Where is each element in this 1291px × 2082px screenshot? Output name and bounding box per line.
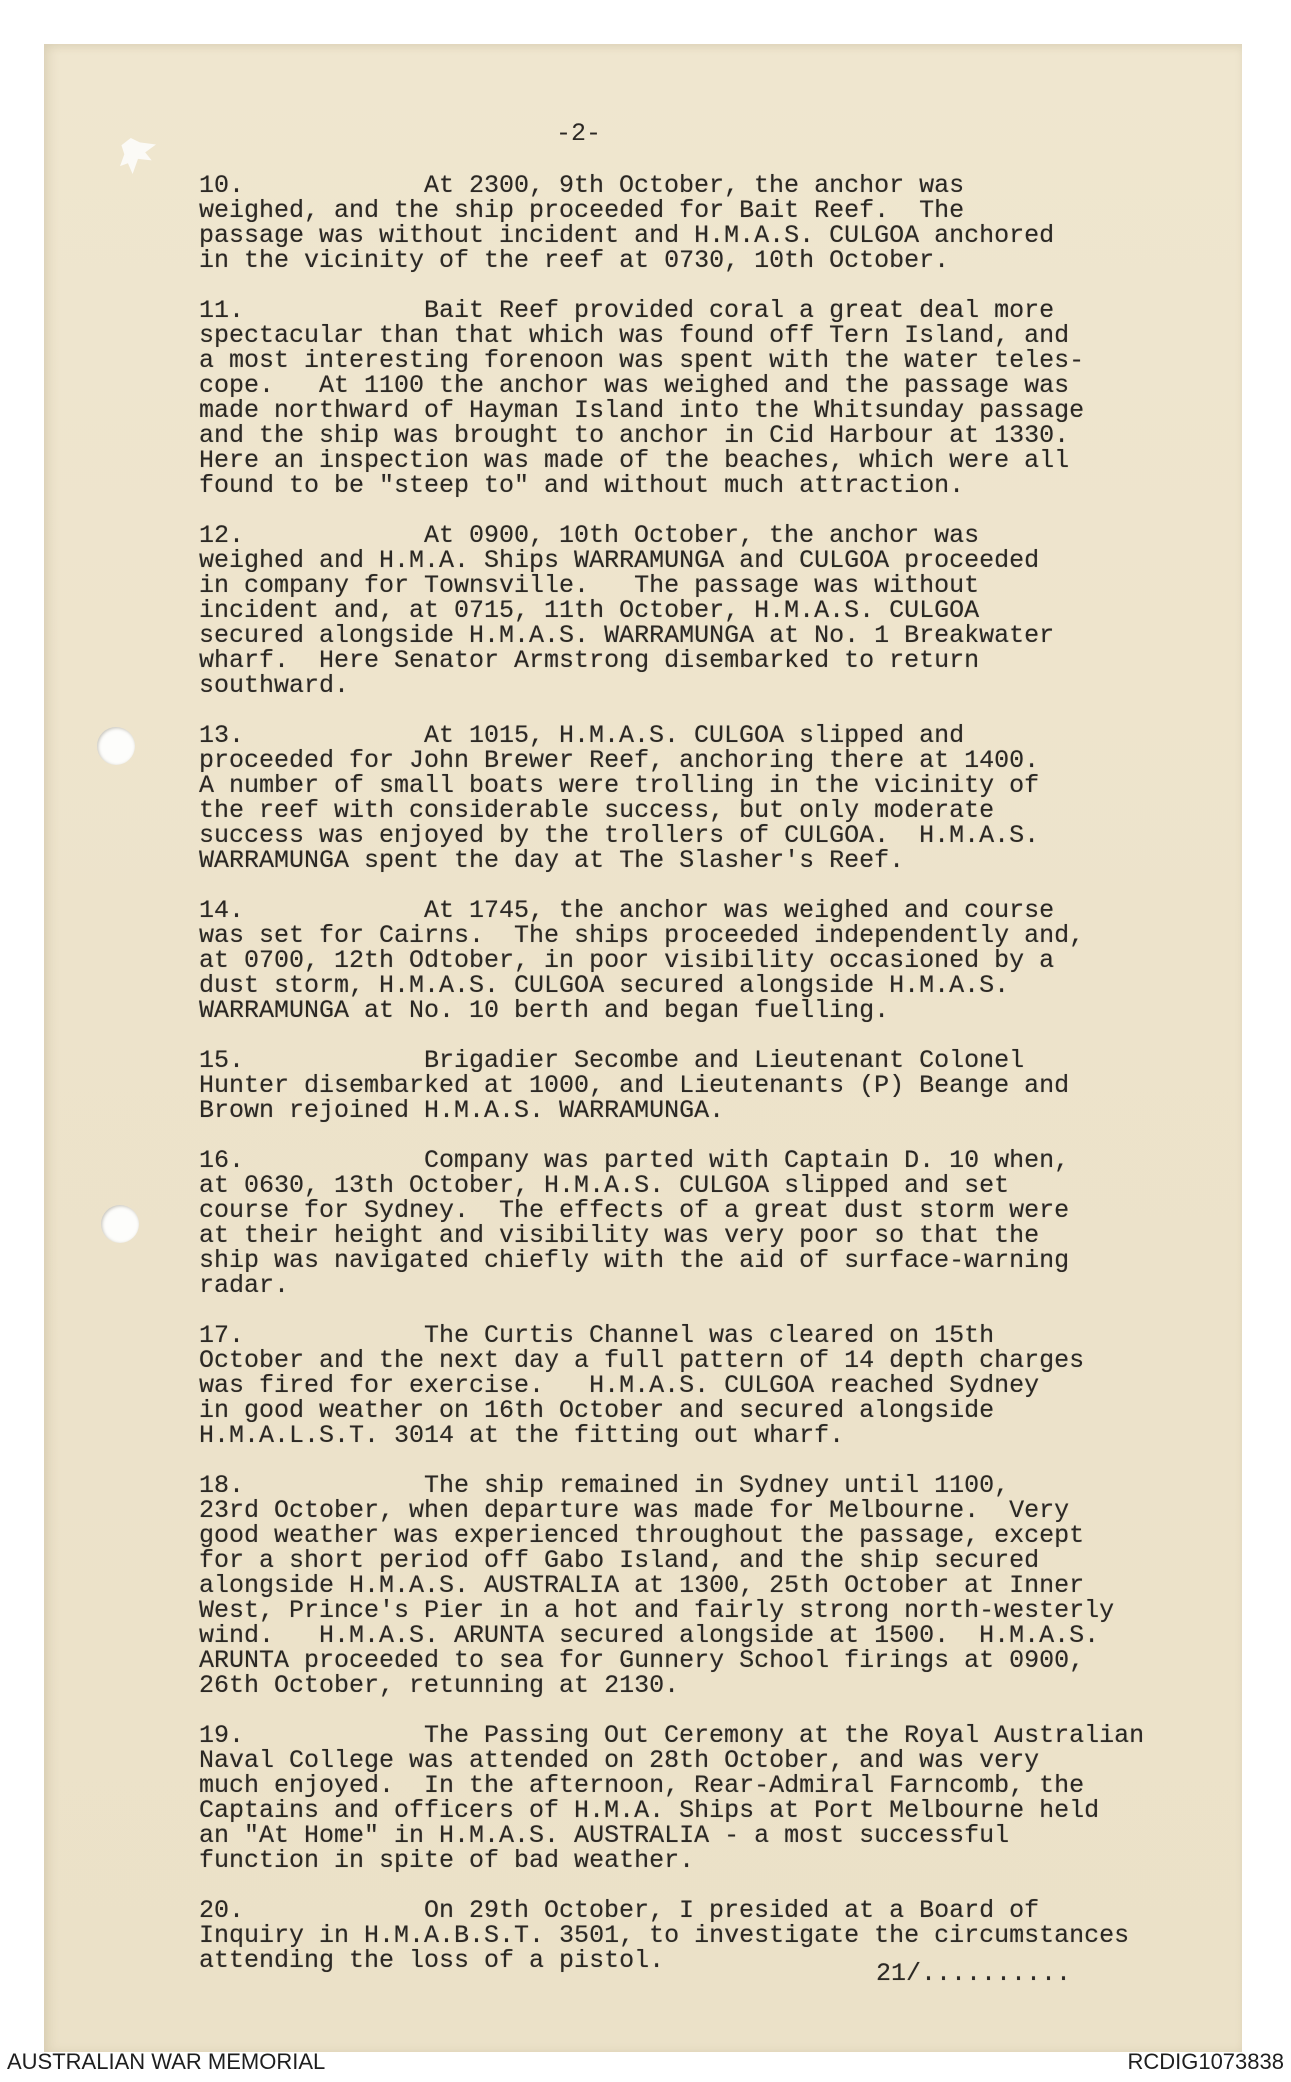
- paragraph-line-text: Bait Reef provided coral a great deal more: [424, 296, 1055, 325]
- paragraph-line: weighed, and the ship proceeded for Bait Reef. The: [199, 196, 965, 225]
- paragraph-first-line: [199, 1323, 1199, 1348]
- paragraph-number: 20.: [199, 1896, 245, 1925]
- paragraph-line: spectacular than that which was found off Tern Island, and: [199, 321, 1070, 350]
- paragraph-first-line: [199, 298, 1199, 323]
- paragraph-line: ARUNTA proceeded to sea for Gunnery School firings at 0900,: [199, 1646, 1085, 1675]
- footer-record-id: RCDIG1073838: [1127, 2049, 1284, 2074]
- paragraph-number: 15.: [199, 1046, 245, 1075]
- paragraph-first-line: [199, 1723, 1199, 1748]
- catchword: 21/..........: [876, 1959, 1072, 1988]
- paragraph-line: in company for Townsville. The passage was without: [199, 571, 980, 600]
- paragraph-line: wharf. Here Senator Armstrong disembarked to return: [199, 646, 980, 675]
- paragraph-line: Here an inspection was made of the beaches, which were all: [199, 446, 1070, 475]
- paragraph-number: 17.: [199, 1321, 245, 1350]
- paragraph-line: WARRAMUNGA spent the day at The Slasher's Reef.: [199, 846, 905, 875]
- paragraph-17: [199, 1323, 1199, 1448]
- paragraph-number: 11.: [199, 296, 245, 325]
- paragraph-line-text: The ship remained in Sydney until 1100,: [424, 1471, 1010, 1500]
- paragraph-line: much enjoyed. In the afternoon, Rear-Admiral Farncomb, the: [199, 1771, 1085, 1800]
- paragraph-18: [199, 1473, 1199, 1698]
- paragraph-line-text: At 1745, the anchor was weighed and course: [424, 896, 1055, 925]
- paragraph-number: 13.: [199, 721, 245, 750]
- paragraph-line: good weather was experienced throughout the passage, except: [199, 1521, 1085, 1550]
- paragraph-line: at 0630, 13th October, H.M.A.S. CULGOA slipped and set: [199, 1171, 1010, 1200]
- paragraph-line: Hunter disembarked at 1000, and Lieutenants (P) Beange and: [199, 1071, 1070, 1100]
- paragraph-line-text: At 2300, 9th October, the anchor was: [424, 171, 965, 200]
- paragraph-line: passage was without incident and H.M.A.S. CULGOA anchored: [199, 221, 1055, 250]
- paragraph-line: southward.: [199, 671, 350, 700]
- paragraph-line: H.M.A.L.S.T. 3014 at the fitting out wharf.: [199, 1421, 845, 1450]
- paragraph-number: 16.: [199, 1146, 245, 1175]
- paragraph-line-text: Brigadier Secombe and Lieutenant Colonel: [424, 1046, 1025, 1075]
- paragraph-line: weighed and H.M.A. Ships WARRAMUNGA and CULGOA proceeded: [199, 546, 1040, 575]
- paragraph-line: WARRAMUNGA at No. 10 berth and began fuelling.: [199, 996, 890, 1025]
- punch-hole-upper: [97, 727, 135, 765]
- paragraph-line: radar.: [199, 1271, 290, 1300]
- paragraph-line: wind. H.M.A.S. ARUNTA secured alongside at 1500. H.M.A.S.: [199, 1621, 1100, 1650]
- paragraph-number: 18.: [199, 1471, 245, 1500]
- paragraph-first-line: [199, 1048, 1199, 1073]
- footer-institution: AUSTRALIAN WAR MEMORIAL: [7, 2049, 326, 2074]
- paragraph-first-line: [199, 898, 1199, 923]
- paragraph-number: 19.: [199, 1721, 245, 1750]
- paragraph-12: [199, 523, 1199, 698]
- paragraph-line: cope. At 1100 the anchor was weighed and the passage was: [199, 371, 1070, 400]
- paragraph-first-line: [199, 1898, 1199, 1923]
- paragraph-line-text: At 0900, 10th October, the anchor was: [424, 521, 980, 550]
- paragraph-first-line: [199, 173, 1199, 198]
- paragraph-line-text: Company was parted with Captain D. 10 when,: [424, 1146, 1070, 1175]
- paragraph-number: 14.: [199, 896, 245, 925]
- paragraph-line: A number of small boats were trolling in the vicinity of: [199, 771, 1040, 800]
- paragraph-line: Naval College was attended on 28th October, and was very: [199, 1746, 1040, 1775]
- paragraph-line-text: At 1015, H.M.A.S. CULGOA slipped and: [424, 721, 965, 750]
- paragraph-line-text: On 29th October, I presided at a Board of: [424, 1896, 1040, 1925]
- paragraph-11: [199, 298, 1199, 498]
- paragraph-line: a most interesting forenoon was spent with the water teles-: [199, 346, 1085, 375]
- paragraph-line: West, Prince's Pier in a hot and fairly strong north-westerly: [199, 1596, 1115, 1625]
- paragraph-line: course for Sydney. The effects of a great dust storm were: [199, 1196, 1070, 1225]
- paragraph-line: for a short period off Gabo Island, and the ship secured: [199, 1546, 1040, 1575]
- paragraph-first-line: [199, 723, 1199, 748]
- punch-hole-lower: [101, 1205, 139, 1243]
- paragraph-line: was fired for exercise. H.M.A.S. CULGOA reached Sydney: [199, 1371, 1040, 1400]
- paragraph-line: at their height and visibility was very poor so that the: [199, 1221, 1040, 1250]
- paragraph-number: 10.: [199, 171, 245, 200]
- paragraph-line: and the ship was brought to anchor in Cid Harbour at 1330.: [199, 421, 1070, 450]
- paragraph-line: ship was navigated chiefly with the aid of surface-warning: [199, 1246, 1070, 1275]
- paragraph-first-line: [199, 523, 1199, 548]
- paragraph-line: October and the next day a full pattern of 14 depth charges: [199, 1346, 1085, 1375]
- paragraph-line: dust storm, H.M.A.S. CULGOA secured alongside H.M.A.S.: [199, 971, 1010, 1000]
- paragraph-line: at 0700, 12th Odtober, in poor visibility occasioned by a: [199, 946, 1055, 975]
- paragraph-line: Brown rejoined H.M.A.S. WARRAMUNGA.: [199, 1096, 725, 1125]
- paragraph-line: in the vicinity of the reef at 0730, 10th October.: [199, 246, 950, 275]
- paragraph-line: function in spite of bad weather.: [199, 1846, 695, 1875]
- paragraph-line: secured alongside H.M.A.S. WARRAMUNGA at No. 1 Breakwater: [199, 621, 1055, 650]
- paragraph-10: [199, 173, 1199, 273]
- paragraph-line: found to be "steep to" and without much attraction.: [199, 471, 965, 500]
- paragraph-line: success was enjoyed by the trollers of CULGOA. H.M.A.S.: [199, 821, 1040, 850]
- paragraph-line: in good weather on 16th October and secured alongside: [199, 1396, 995, 1425]
- paragraph-line: attending the loss of a pistol.: [199, 1946, 665, 1975]
- paragraph-line: the reef with considerable success, but only moderate: [199, 796, 995, 825]
- paragraph-19: [199, 1723, 1199, 1873]
- paragraph-line: alongside H.M.A.S. AUSTRALIA at 1300, 25th October at Inner: [199, 1571, 1085, 1600]
- paragraph-line: was set for Cairns. The ships proceeded independently and,: [199, 921, 1085, 950]
- paragraph-16: [199, 1148, 1199, 1298]
- paragraph-line: 23rd October, when departure was made for Melbourne. Very: [199, 1496, 1070, 1525]
- paragraph-line: proceeded for John Brewer Reef, anchoring there at 1400.: [199, 746, 1040, 775]
- paragraph-number: 12.: [199, 521, 245, 550]
- page-number: -2-: [556, 119, 602, 148]
- paragraph-14: [199, 898, 1199, 1023]
- paragraph-13: [199, 723, 1199, 873]
- paragraph-line: an "At Home" in H.M.A.S. AUSTRALIA - a most successful: [199, 1821, 1010, 1850]
- paragraph-first-line: [199, 1148, 1199, 1173]
- paragraph-line: Inquiry in H.M.A.B.S.T. 3501, to investigate the circumstances: [199, 1921, 1130, 1950]
- document-body: [199, 173, 1199, 1986]
- paragraph-line: incident and, at 0715, 11th October, H.M.A.S. CULGOA: [199, 596, 980, 625]
- paragraph-line: Captains and officers of H.M.A. Ships at Port Melbourne held: [199, 1796, 1100, 1825]
- paragraph-15: [199, 1048, 1199, 1123]
- paragraph-first-line: [199, 1473, 1199, 1498]
- paragraph-line-text: The Curtis Channel was cleared on 15th: [424, 1321, 995, 1350]
- paragraph-line: made northward of Hayman Island into the Whitsunday passage: [199, 396, 1085, 425]
- paragraph-line-text: The Passing Out Ceremony at the Royal Australian: [424, 1721, 1145, 1750]
- paragraph-line: 26th October, retunning at 2130.: [199, 1671, 680, 1700]
